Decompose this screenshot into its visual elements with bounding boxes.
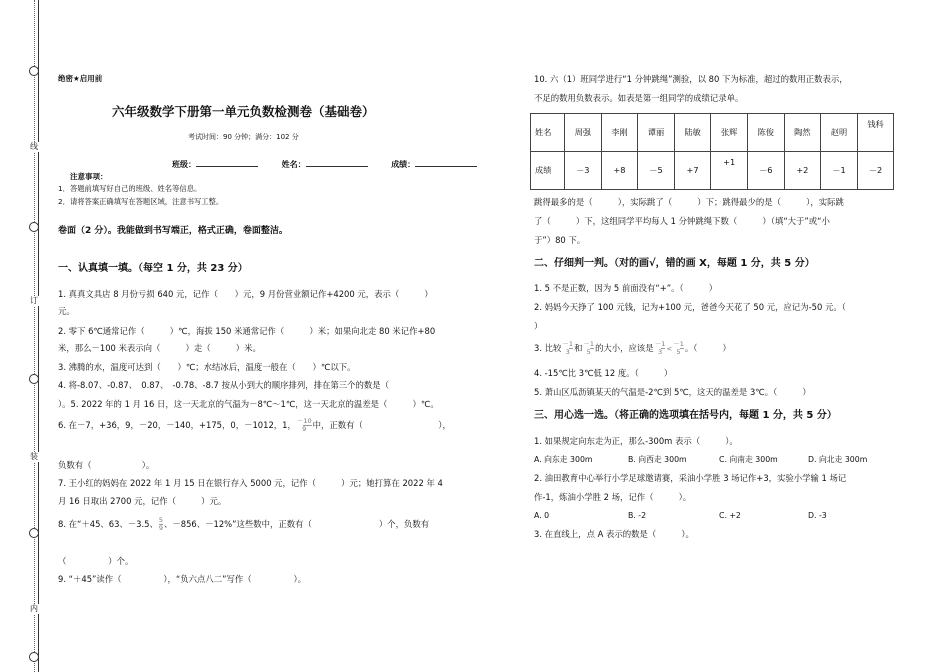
question-10: 10. 六（1）班同学进行“1 分钟跳绳”测验，以 80 下为标准，超过的数用正数表示， <box>534 74 848 84</box>
binding-strip <box>26 0 48 672</box>
question-4: 4. 将-8.07、-0.87、 0.87、 -0.78、-8.7 按从小到大的顺序排列，排在第三个的数是（ <box>58 380 390 390</box>
binding-hole-icon <box>29 66 39 76</box>
option-c[interactable]: C. +2 <box>719 511 741 520</box>
table-cell: 成绩 <box>531 152 565 190</box>
exam-info: 考试时间：90 分钟；满分：102 分 <box>188 133 299 141</box>
judge-question-2: 2. 妈妈今天挣了 100 元钱，记为+100 元，爸爸今天花了 50 元，应记为-50 元。（ <box>534 302 846 312</box>
judge-question-4: 4. -15℃比 3℃低 12 度。（ ） <box>534 368 673 378</box>
binding-hole-icon <box>29 374 39 384</box>
question-7: 7. 王小红的妈妈在 2022 年 1 月 15 日在银行存入 5000 元，记作（ ）元；她打算在 2022 年 4 <box>58 478 443 488</box>
fraction-neg-1-5: －1 5 <box>583 340 595 356</box>
question-10-answer-cont: 了（ ）下，这组同学平均每人 1 分钟跳绳下数（ ）（填“大于”或“小 <box>534 216 830 226</box>
table-cell: 李刚 <box>601 114 638 152</box>
question-10-cont: 不足的数用负数表示。如表是第一组同学的成绩记录单。 <box>534 93 744 103</box>
option-c[interactable]: C. 向南走 300m <box>719 455 778 464</box>
binding-mark: 装 <box>30 452 38 461</box>
choice-question-2-cont: 作-1，炼油小学胜 2 场，记作（ ）。 <box>534 492 692 502</box>
binding-mark: 内 <box>30 604 38 613</box>
question-6 <box>58 418 451 433</box>
table-cell: 赵明 <box>821 114 858 152</box>
table-cell: 张辉 <box>711 114 748 152</box>
table-cell: +7 <box>674 152 711 190</box>
notes-title: 注意事项： <box>70 172 108 181</box>
table-row <box>531 114 894 152</box>
table-cell: －1 <box>821 152 858 190</box>
binding-line <box>38 0 39 672</box>
section3-title: 三、用心选一选。（将正确的选项填在括号内，每题 1 分，共 5 分） <box>534 410 837 421</box>
score-table <box>530 113 894 190</box>
table-cell: －5 <box>638 152 675 190</box>
option-a[interactable]: A. 向东走 300m <box>534 455 593 464</box>
question-8-cont: （ ）个。 <box>58 556 134 566</box>
table-cell: －2 <box>857 152 894 190</box>
choice-question-1: 1. 如果规定向东走为正，那么-300m 表示（ ）。 <box>534 436 738 446</box>
table-cell: －6 <box>747 152 784 190</box>
question-6-cont: 负数有（ ）。 <box>58 460 155 470</box>
table-cell: 陈俊 <box>747 114 784 152</box>
info-line <box>172 158 477 170</box>
judge-question-5: 5. 萧山区瓜沥镇某天的气温是-2℃到 5℃，这天的温差是 3℃。（ ） <box>534 387 811 397</box>
section2-title: 二、仔细判一判。（对的画√，错的画 X，每题 1 分，共 5 分） <box>534 258 815 269</box>
question-5: ）。5. 2022 年的 1 月 16 日，这一天北京的气温为－8℃～1℃，这一天北京的温差是（ ）℃。 <box>58 399 439 409</box>
binding-mark: 线 <box>30 142 38 151</box>
section1-title: 一、认真填一填。（每空 1 分，共 23 分） <box>58 263 248 274</box>
question-8-text: 8. 在“＋45、63、－3.5、 <box>58 519 158 529</box>
note-item: 1．答题前填写好自己的班级、姓名等信息。 <box>58 184 202 193</box>
question-2: 2. 零下 6℃通常记作（ ）℃，海拔 150 米通常记作（ ）米；如果向北走 80 米记作+80 <box>58 326 436 336</box>
name-label: 姓名： <box>281 160 306 169</box>
option-d[interactable]: D. -3 <box>808 511 827 520</box>
page-title: 六年级数学下册第一单元负数检测卷（基础卷） <box>112 104 375 119</box>
option-b[interactable]: B. 向西走 300m <box>628 455 687 464</box>
binding-hole-icon <box>29 528 39 538</box>
table-cell: 钱科 <box>857 114 894 152</box>
table-cell: +1 <box>711 152 748 190</box>
fraction-5-9: $\frac{5}{9}$ <box>158 516 164 532</box>
fraction-neg-1-3: －1 3 <box>654 340 666 356</box>
neatness-note: 卷面（2 分）。我能做到书写端正，格式正确，卷面整洁。 <box>58 226 288 236</box>
option-a[interactable]: A. 0 <box>534 511 550 520</box>
choice-question-3: 3. 在直线上，点 A 表示的数是（ ）。 <box>534 529 694 539</box>
table-cell: 谭丽 <box>638 114 675 152</box>
choice-question-2: 2. 油田教育中心举行小学足球邀请赛，采油小学胜 3 场记作+3，实验小学输 1 场记 <box>534 473 847 483</box>
judge-question-2-cont: ） <box>534 321 543 331</box>
class-input[interactable] <box>196 158 258 167</box>
question-8-text-after: 、－856、－12%”这些数中，正数有（ ）个，负数有 <box>164 519 430 529</box>
name-input[interactable] <box>306 158 368 167</box>
score-label: 成绩： <box>391 160 416 169</box>
judge-question-3: 3. 比较－1 3 和－1 5 的大小，应该是－1 3 <－1 5 。（ ） <box>534 340 731 356</box>
fraction-neg-1-5: －1 5 <box>673 340 684 356</box>
question-2-cont: 米，那么－100 米表示向（ ）走（ ）米。 <box>58 343 261 353</box>
question-10-answer: 跳得最多的是（ ），实际跳了（ ）下；跳得最少的是（ ），实际跳 <box>534 197 844 207</box>
option-b[interactable]: B. -2 <box>628 511 647 520</box>
table-cell: 周强 <box>565 114 602 152</box>
class-label: 班级： <box>172 160 196 169</box>
table-cell: 陶然 <box>784 114 821 152</box>
binding-mark: 订 <box>30 296 38 305</box>
judge-question-1: 1. 5 不是正数，因为 5 前面没有“+”。（ ） <box>534 283 718 293</box>
question-7-cont: 月 16 日取出 2700 元，记作（ ）元。 <box>58 496 227 506</box>
question-9: 9. “＋45”读作（ ），“负六点八二”写作（ ）。 <box>58 574 307 584</box>
binding-hole-icon <box>29 652 39 662</box>
question-6-text-after: 中，正数有（ ）， <box>312 420 451 430</box>
secret-label: 绝密★启用前 <box>58 74 103 83</box>
question-8 <box>58 517 429 532</box>
table-cell: －3 <box>565 152 602 190</box>
score-input[interactable] <box>415 158 477 167</box>
option-d[interactable]: D. 向北走 300m <box>808 455 868 464</box>
question-1-cont: 元。 <box>58 306 75 316</box>
table-cell: +2 <box>784 152 821 190</box>
note-item: 2．请将答案正确填写在答题区域，注意书写工整。 <box>58 197 224 206</box>
question-1: 1. 真真文具店 8 月份亏损 640 元，记作（ ）元，9 月份营业额记作+4200 元，表示（ ） <box>58 289 433 299</box>
fraction-10-9: －10 9 <box>296 417 312 433</box>
fraction-neg-1-3: －1 3 <box>562 340 574 356</box>
question-6-text: 6. 在－7，+36，9，－20，－140，+175，0，－1012，1， <box>58 420 296 430</box>
table-row <box>531 152 894 190</box>
question-3: 3. 沸腾的水，温度可达到（ ）℃；水结冰后，温度一般在（ ）℃以下。 <box>58 362 356 372</box>
binding-dotted-line <box>34 0 35 672</box>
binding-hole-icon <box>29 222 39 232</box>
question-10-answer-end: 于”）80 下。 <box>534 235 586 245</box>
table-cell: +8 <box>601 152 638 190</box>
table-cell: 陆敏 <box>674 114 711 152</box>
table-cell: 姓名 <box>531 114 565 152</box>
